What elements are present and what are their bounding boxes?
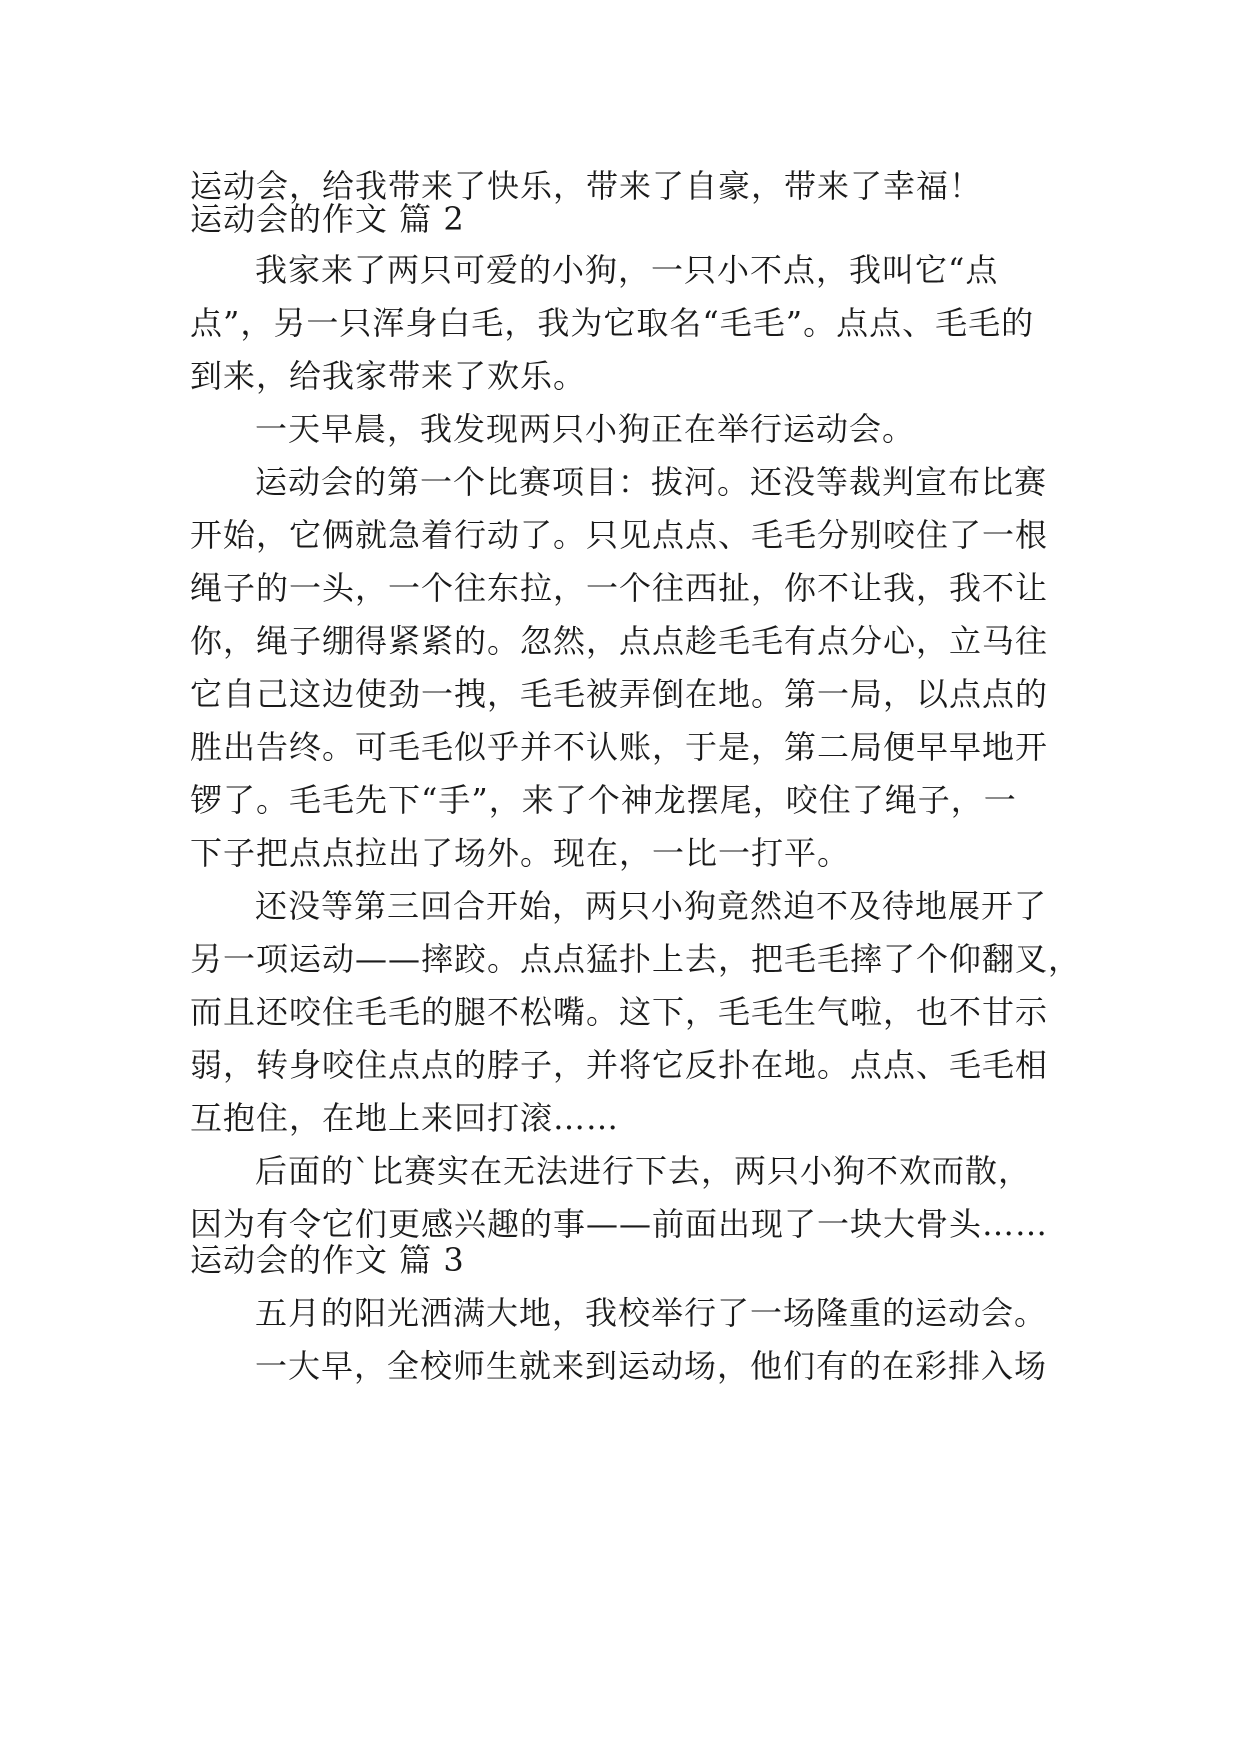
text-line: 下子把点点拉出了场外。现在，一比一打平。 — [190, 834, 851, 872]
text-line: 互抱住，在地上来回打滚…… — [190, 1099, 620, 1137]
text-line: 绳子的一头，一个往东拉，一个往西扯，你不让我，我不让 — [190, 569, 1049, 607]
text-line: 它自己这边使劲一拽，毛毛被弄倒在地。第一局，以点点的 — [190, 675, 1049, 713]
text-line: 开始，它俩就急着行动了。只见点点、毛毛分别咬住了一根 — [190, 516, 1049, 554]
text-line: 运动会的第一个比赛项目：拔河。还没等裁判宣布比赛 — [255, 463, 1048, 501]
text-line: 点”，另一只浑身白毛，我为它取名“毛毛”。点点、毛毛的 — [190, 304, 1035, 342]
text-line: 一天早晨，我发现两只小狗正在举行运动会。 — [255, 410, 916, 448]
text-line: 因为有令它们更感兴趣的事——前面出现了一块大骨头…… — [190, 1205, 1049, 1243]
text-line: 到来，给我家带来了欢乐。 — [190, 357, 587, 395]
text-line: 弱，转身咬住点点的脖子，并将它反扑在地。点点、毛毛相 — [190, 1046, 1049, 1084]
text-line: 你，绳子绷得紧紧的。忽然，点点趁毛毛有点分心，立马往 — [190, 622, 1049, 660]
section-heading: 运动会的作文 篇 3 — [190, 1241, 465, 1279]
section-heading: 运动会的作文 篇 2 — [190, 200, 465, 238]
text-line: 我家来了两只可爱的小狗，一只小不点，我叫它“点 — [255, 251, 999, 289]
text-line: 五月的阳光洒满大地，我校举行了一场隆重的运动会。 — [255, 1294, 1048, 1332]
text-line: 还没等第三回合开始，两只小狗竟然迫不及待地展开了 — [255, 887, 1048, 925]
text-line: 锣了。毛毛先下“手”，来了个神龙摆尾，咬住了绳子，一 — [190, 781, 1017, 819]
text-line: 一大早，全校师生就来到运动场，他们有的在彩排入场 — [255, 1347, 1048, 1385]
text-line: 另一项运动——摔跤。点点猛扑上去，把毛毛摔了个仰翻叉， — [190, 940, 1082, 978]
text-line: 运动会，给我带来了快乐，带来了自豪，带来了幸福！ — [190, 167, 983, 205]
text-line: 后面的`比赛实在无法进行下去，两只小狗不欢而散， — [255, 1152, 1032, 1190]
text-line: 而且还咬住毛毛的腿不松嘴。这下，毛毛生气啦，也不甘示 — [190, 993, 1049, 1031]
text-line: 胜出告终。可毛毛似乎并不认账，于是，第二局便早早地开 — [190, 728, 1049, 766]
